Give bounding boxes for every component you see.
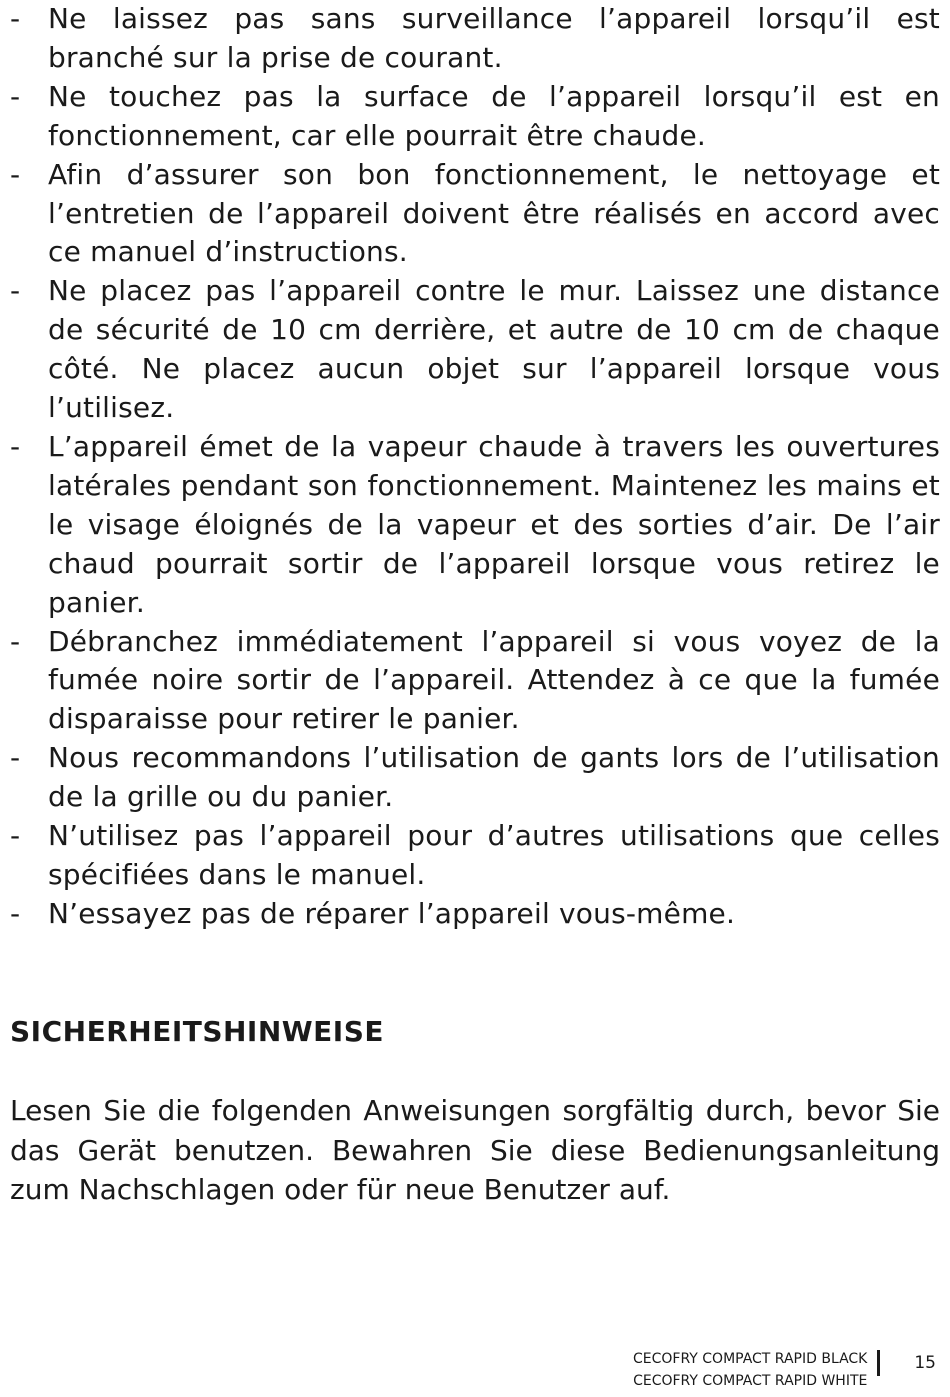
list-item [10,739,940,817]
bullet-dash: - [10,157,21,191]
list-item [10,895,940,934]
list-item [10,78,940,156]
bullet-text: Ne touchez pas la surface de l’appareil lorsqu’il est en fonctionnement, car elle pourrait être chaude. [48,79,940,152]
list-item [10,156,940,273]
bullet-text: Afin d’assurer son bon fonctionnement, le nettoyage et l’entretien de l’appareil doivent être réalisés en accord avec ce manuel d’instructions. [48,157,940,269]
page-footer [633,1348,936,1392]
bullet-text: N’essayez pas de réparer l’appareil vous-même. [48,896,736,930]
bullet-text: Ne laissez pas sans surveillance l’appareil lorsqu’il est branché sur la prise de courant. [48,2,940,74]
list-item [10,428,940,623]
bullet-dash: - [10,819,21,853]
bullet-dash: - [10,624,21,658]
bullet-dash: - [10,896,21,930]
bullet-dash: - [10,274,21,308]
footer-divider [877,1350,880,1376]
bullet-dash: - [10,2,21,35]
bullet-dash: - [10,429,21,463]
bullet-text: Ne placez pas l’appareil contre le mur. Laissez une distance de sécurité de 10 cm derrière, et autre de 10 cm de chaque côté. Ne placez aucun objet sur l’appareil lorsque vous l’utilisez. [48,274,940,425]
bullet-text: Nous recommandons l’utilisation de gants lors de l’utilisation de la grille ou du panier. [48,741,940,814]
footer-model-line: CECOFRY COMPACT RAPID BLACK [632,1351,868,1367]
bullet-text: Débranchez immédiatement l’appareil si vous voyez de la fumée noire sortir de l’appareil. Attendez à ce que la fumée disparaisse pour retirer le panier. [48,624,940,736]
safety-bullet-list [10,0,940,934]
list-item [10,817,940,895]
footer-model-names [633,1348,877,1392]
list-item [10,623,940,740]
bullet-dash: - [10,741,21,775]
intro-paragraph: Lesen Sie die folgenden Anweisungen sorgfältig durch, bevor Sie das Gerät benutzen. Bewahren Sie diese Bedienungsanleitung zum Nachschlagen oder für neue Benutzer auf. [10,1094,940,1206]
bullet-text: L’appareil émet de la vapeur chaude à travers les ouvertures latérales pendant son fonctionnement. Maintenez les mains et le visage éloignés de la vapeur et des sorties d’air. De l’air chaud pourrait sortir de l’appareil lorsque vous retirez le panier. [48,429,940,619]
footer-model-line: CECOFRY COMPACT RAPID WHITE [633,1373,868,1389]
bullet-dash: - [10,79,21,113]
bullet-text: N’utilisez pas l’appareil pour d’autres utilisations que celles spécifiées dans le manuel. [48,819,940,891]
list-item [10,272,940,428]
page-number: 15 [914,1353,936,1373]
section-heading: SICHERHEITSHINWEISE [10,1015,385,1048]
list-item [10,0,940,78]
